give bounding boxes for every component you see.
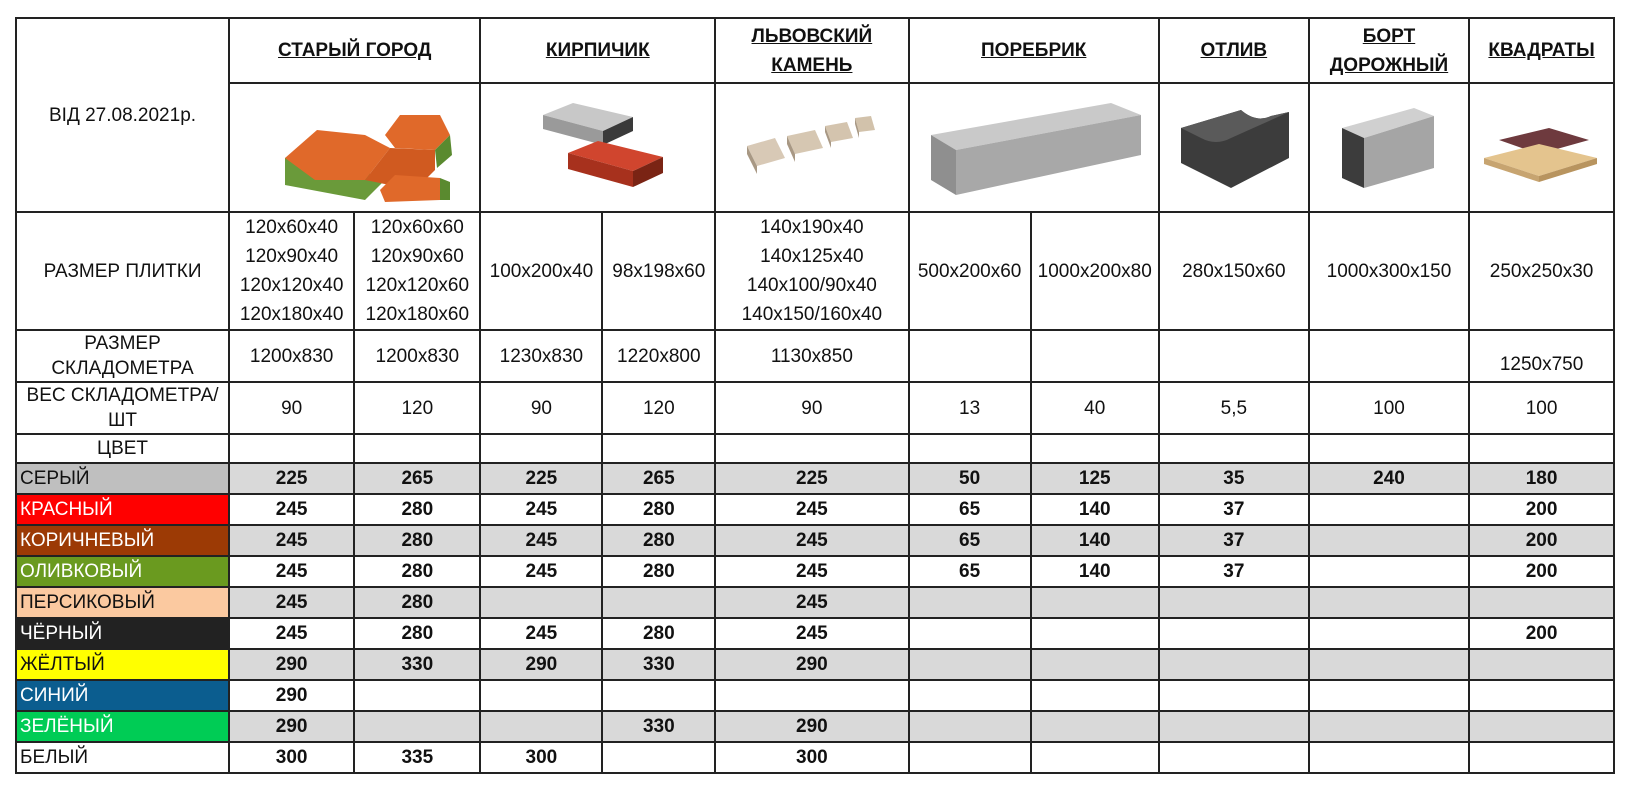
price-cell: 245 [480,525,602,556]
price-cell: 290 [229,649,354,680]
price-cell: 290 [229,711,354,742]
price-cell: 335 [354,742,480,773]
price-cell: 290 [480,649,602,680]
size-cell [229,212,354,330]
price-cell: 290 [715,649,908,680]
price-cell [1159,587,1309,618]
price-cell: 245 [715,525,908,556]
color-price-row [16,556,1614,587]
size-cell [354,212,480,330]
price-cell [909,587,1031,618]
size-value: 120x180x40 [239,304,344,325]
price-cell: 280 [354,618,480,649]
pallet-size-cell [1159,330,1309,382]
color-name-cell: БЕЛЫЙ [16,742,229,773]
price-cell: 280 [602,618,715,649]
curb-image [909,83,1159,212]
price-table [15,17,1615,774]
pallet-size-cell: 1200x830 [229,330,354,382]
price-cell [1309,525,1469,556]
tile-size-row [16,212,1614,330]
price-cell [1469,742,1614,773]
size-value: 120x120x40 [239,275,344,296]
color-price-row [16,711,1614,742]
price-cell: 65 [909,494,1031,525]
price-cell: 245 [715,556,908,587]
price-cell: 245 [480,556,602,587]
price-cell: 225 [715,463,908,494]
price-cell [1309,494,1469,525]
price-cell: 125 [1031,463,1159,494]
price-cell [1469,587,1614,618]
price-cell [909,742,1031,773]
price-cell: 280 [354,494,480,525]
price-cell: 280 [354,556,480,587]
price-cell [602,680,715,711]
price-cell [602,742,715,773]
size-cell: 100x200x40 [480,212,602,330]
price-cell: 37 [1159,494,1309,525]
tile-size-label: РАЗМЕР ПЛИТКИ [16,212,229,330]
price-table-sheet [15,17,1615,774]
price-cell [1159,680,1309,711]
price-cell [909,680,1031,711]
color-name-cell: ЧЁРНЫЙ [16,618,229,649]
product-image-row [16,83,1614,212]
price-cell [1031,711,1159,742]
price-cell: 225 [229,463,354,494]
price-cell: 200 [1469,556,1614,587]
price-cell: 245 [229,618,354,649]
size-value: 120x120x60 [365,275,470,296]
pallet-weight-cell: 90 [715,382,908,434]
size-value: 120x90x40 [245,246,339,267]
price-cell: 280 [602,525,715,556]
price-cell [354,680,480,711]
color-name-cell: ЖЁЛТЫЙ [16,649,229,680]
pallet-size-cell [909,330,1031,382]
price-cell: 245 [229,556,354,587]
pallet-weight-row [16,382,1614,434]
price-cell [715,680,908,711]
price-cell: 290 [715,711,908,742]
color-price-row [16,587,1614,618]
product-name-squares: КВАДРАТЫ [1469,18,1614,83]
pallet-weight-cell: 120 [354,382,480,434]
pallet-size-row [16,330,1614,382]
product-name-row [16,18,1614,83]
color-name-cell: СЕРЫЙ [16,463,229,494]
size-value: 140x190x40 [760,217,864,238]
price-cell: 300 [229,742,354,773]
size-value: 140x100/90x40 [746,275,877,296]
price-cell: 225 [480,463,602,494]
color-price-row [16,463,1614,494]
price-cell [1159,711,1309,742]
pallet-size-cell: 1250x750 [1469,330,1614,382]
size-cell: 500x200x60 [909,212,1031,330]
old-town-paving-image [229,83,480,212]
pallet-size-cell [1309,330,1469,382]
pallet-weight-cell: 90 [229,382,354,434]
color-price-row [16,494,1614,525]
price-cell [909,649,1031,680]
color-price-rows [16,463,1614,773]
price-cell: 300 [715,742,908,773]
price-cell: 200 [1469,525,1614,556]
price-cell [1309,680,1469,711]
price-cell [1031,618,1159,649]
price-cell: 265 [354,463,480,494]
pallet-size-cell: 1130x850 [715,330,908,382]
date-cell: ВІД 27.08.2021р. [16,18,229,212]
size-value: 120x60x40 [245,217,339,238]
price-cell: 180 [1469,463,1614,494]
price-cell [1159,742,1309,773]
color-name-cell: КОРИЧНЕВЫЙ [16,525,229,556]
size-cell: 1000x300x150 [1309,212,1469,330]
price-cell: 280 [354,525,480,556]
pallet-size-cell [1031,330,1159,382]
price-cell [1469,680,1614,711]
color-name-cell: СИНИЙ [16,680,229,711]
size-value: 120x60x60 [370,217,464,238]
price-cell: 200 [1469,494,1614,525]
size-value: 140x125x40 [760,246,864,267]
price-cell [1031,680,1159,711]
size-cell: 98x198x60 [602,212,715,330]
price-cell: 245 [715,618,908,649]
price-cell [1031,742,1159,773]
drain-gutter-image [1159,83,1309,212]
color-header-row [16,434,1614,463]
price-cell: 245 [229,587,354,618]
size-cell: 1000x200x80 [1031,212,1159,330]
product-name-road-curb: БОРТ ДОРОЖНЫЙ [1309,18,1469,83]
pallet-weight-cell: 100 [1309,382,1469,434]
price-cell: 265 [602,463,715,494]
size-cell: 250x250x30 [1469,212,1614,330]
price-cell: 140 [1031,525,1159,556]
price-cell [1469,649,1614,680]
product-name-brick: КИРПИЧИК [480,18,715,83]
color-price-row [16,742,1614,773]
price-cell: 280 [354,587,480,618]
price-cell: 200 [1469,618,1614,649]
pallet-weight-cell: 40 [1031,382,1159,434]
pallet-weight-cell: 90 [480,382,602,434]
price-cell [1309,649,1469,680]
price-cell [1159,649,1309,680]
price-cell: 245 [480,618,602,649]
price-cell: 330 [602,711,715,742]
price-cell: 35 [1159,463,1309,494]
color-name-cell: ОЛИВКОВЫЙ [16,556,229,587]
price-cell [480,711,602,742]
product-name-curb: ПОРЕБРИК [909,18,1159,83]
pallet-size-cell: 1230x830 [480,330,602,382]
price-cell [1309,618,1469,649]
price-cell [909,711,1031,742]
color-name-cell: КРАСНЫЙ [16,494,229,525]
price-cell: 245 [715,494,908,525]
price-cell [1309,556,1469,587]
pallet-size-label: РАЗМЕР СКЛАДОМЕТРА [16,330,229,382]
pallet-weight-label: ВЕС СКЛАДОМЕТРА/ШТ [16,382,229,434]
price-cell: 240 [1309,463,1469,494]
pallet-size-cell: 1200x830 [354,330,480,382]
brick-paving-image [480,83,715,212]
price-cell: 37 [1159,556,1309,587]
price-cell [1309,711,1469,742]
size-value: 120x180x60 [365,304,470,325]
color-price-row [16,525,1614,556]
price-cell [602,587,715,618]
price-cell [480,587,602,618]
color-price-row [16,680,1614,711]
size-value: 120x90x60 [370,246,464,267]
price-cell: 245 [715,587,908,618]
color-name-cell: ПЕРСИКОВЫЙ [16,587,229,618]
pallet-weight-cell: 100 [1469,382,1614,434]
price-cell: 140 [1031,494,1159,525]
price-cell: 37 [1159,525,1309,556]
price-cell [1031,649,1159,680]
price-cell: 65 [909,556,1031,587]
product-name-drain: ОТЛИВ [1159,18,1309,83]
product-name-lviv-stone: ЛЬВОВСКИЙ КАМЕНЬ [715,18,908,83]
price-cell [1031,587,1159,618]
size-cell: 280x150x60 [1159,212,1309,330]
pallet-size-cell: 1220x800 [602,330,715,382]
price-cell: 245 [480,494,602,525]
color-label: ЦВЕТ [16,434,229,463]
price-cell: 50 [909,463,1031,494]
price-cell [1469,711,1614,742]
price-cell: 65 [909,525,1031,556]
price-cell [354,711,480,742]
price-cell [1309,587,1469,618]
color-name-cell: ЗЕЛЁНЫЙ [16,711,229,742]
color-price-row [16,618,1614,649]
product-name-old-town: СТАРЫЙ ГОРОД [229,18,480,83]
size-cell [715,212,908,330]
price-cell [480,680,602,711]
lviv-stone-paving-image [715,83,908,212]
price-cell: 300 [480,742,602,773]
price-cell: 290 [229,680,354,711]
pallet-weight-cell: 5,5 [1159,382,1309,434]
price-cell: 140 [1031,556,1159,587]
price-cell: 330 [354,649,480,680]
pallet-weight-cell: 13 [909,382,1031,434]
price-cell [1309,742,1469,773]
price-cell [1159,618,1309,649]
price-cell: 280 [602,494,715,525]
pallet-weight-cell: 120 [602,382,715,434]
price-cell: 280 [602,556,715,587]
road-curb-image [1309,83,1469,212]
size-value: 140x150/160x40 [741,304,883,325]
price-cell: 245 [229,525,354,556]
square-tiles-image [1469,83,1614,212]
color-price-row [16,649,1614,680]
price-cell: 245 [229,494,354,525]
price-cell: 330 [602,649,715,680]
price-cell [909,618,1031,649]
